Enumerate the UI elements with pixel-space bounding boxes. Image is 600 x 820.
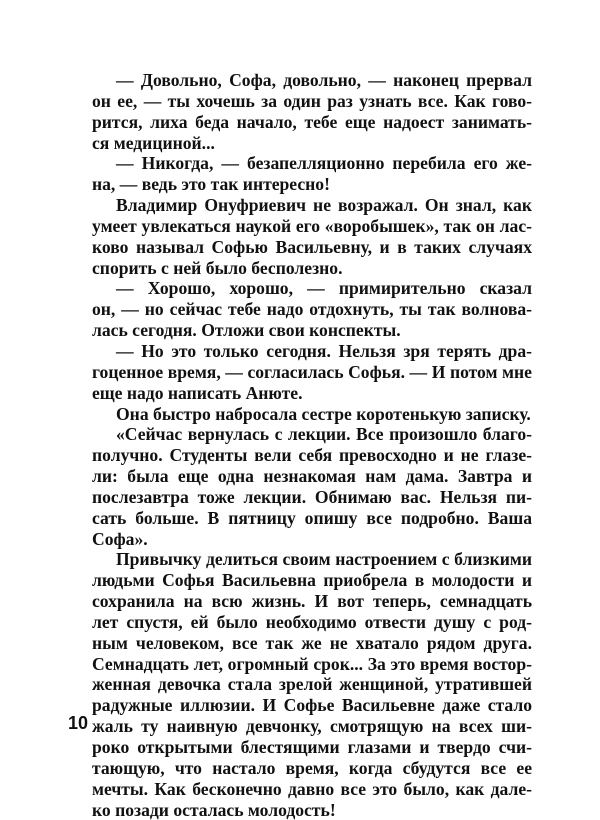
paragraph — [92, 341, 532, 404]
page-number: 10 — [68, 713, 89, 733]
text-line: получно. Студенты вели себя превосходно и не глазе- — [92, 445, 532, 466]
text-line: послезавтра тоже лекции. Обнимаю вас. Нельзя пи- — [92, 486, 532, 507]
paragraph — [92, 404, 532, 425]
text-line: спорить с ней было бесполезно. — [92, 257, 343, 278]
text-line: людьми Софья Васильевна приобрела в молодости и — [92, 570, 532, 591]
text-line: — Хорошо, хорошо, — примирительно сказал — [116, 278, 532, 299]
text-line: Она быстро набросала сестре коротенькую записку. — [116, 403, 531, 424]
text-line: женная девочка стала зрелой женщиной, утратившей — [92, 674, 532, 695]
paragraph — [92, 70, 532, 153]
paragraph — [92, 195, 532, 278]
text-line: лась сегодня. Отложи свои конспекты. — [92, 320, 401, 341]
text-line: Привычку делиться своим настроением с близкими — [116, 549, 532, 570]
paragraph — [92, 153, 532, 195]
text-line: роко открытыми блестящими глазами и твердо счи- — [92, 737, 532, 757]
text-line: — Никогда, — безапелляционно перебила его же- — [116, 153, 532, 174]
text-line: на, — ведь это так интересно! — [92, 174, 330, 195]
text-line: ково называл Софью Васильевну, и в таких случаях — [92, 236, 532, 257]
text-line: Софа». — [92, 528, 148, 549]
text-line: «Сейчас вернулась с лекции. Все произошло благо- — [116, 424, 532, 445]
text-line: тающую, что настало время, когда сбудутся все ее — [92, 757, 532, 778]
text-line: ся медициной... — [92, 132, 215, 153]
text-line: он, — но сейчас тебе надо отдохнуть, ты так волнова- — [92, 299, 532, 320]
text-line: — Довольно, Софа, довольно, — наконец прервал — [116, 70, 532, 90]
paragraph — [92, 278, 532, 341]
body-text — [92, 70, 532, 820]
text-line: еще надо написать Анюте. — [92, 382, 303, 403]
paragraph — [92, 549, 532, 820]
text-line: ли: была еще одна незнакомая нам дама. Завтра и — [92, 466, 532, 487]
text-line: лет спустя, ей было необходимо отвести душу с род- — [92, 611, 532, 632]
text-line: умеет увлекаться наукой его «воробышек», так он лас- — [92, 215, 532, 236]
text-line: ко позади осталась молодость! — [92, 799, 336, 820]
text-line: ным человеком, все так же не хватало рядом друга. — [92, 632, 532, 653]
text-line: Владимир Онуфриевич не возражал. Он знал, как — [116, 195, 532, 216]
text-line: сать больше. В пятницу опишу все подробно. Ваша — [92, 507, 532, 528]
text-line: сохранила на всю жизнь. И вот теперь, семнадцать — [92, 591, 532, 612]
text-line: радужные иллюзии. И Софье Васильевне даже стало — [92, 695, 532, 716]
text-line: — Но это только сегодня. Нельзя зря терять дра- — [116, 340, 532, 361]
text-line: гоценное время, — согласилась Софья. — И потом мне — [92, 361, 532, 382]
text-line: Семнадцать лет, огромный срок... За это время востор- — [92, 653, 532, 674]
paragraph — [92, 424, 532, 549]
text-line: мечты. Как бесконечно давно все это было, как дале- — [92, 778, 532, 799]
text-line: жаль ту наивную девчонку, смотрящую на всех ши- — [92, 716, 532, 737]
text-line: он ее, — ты хочешь за один раз узнать все. Как гово- — [92, 90, 532, 111]
text-line: рится, лиха беда начало, тебе еще надоест занимать- — [92, 111, 532, 132]
